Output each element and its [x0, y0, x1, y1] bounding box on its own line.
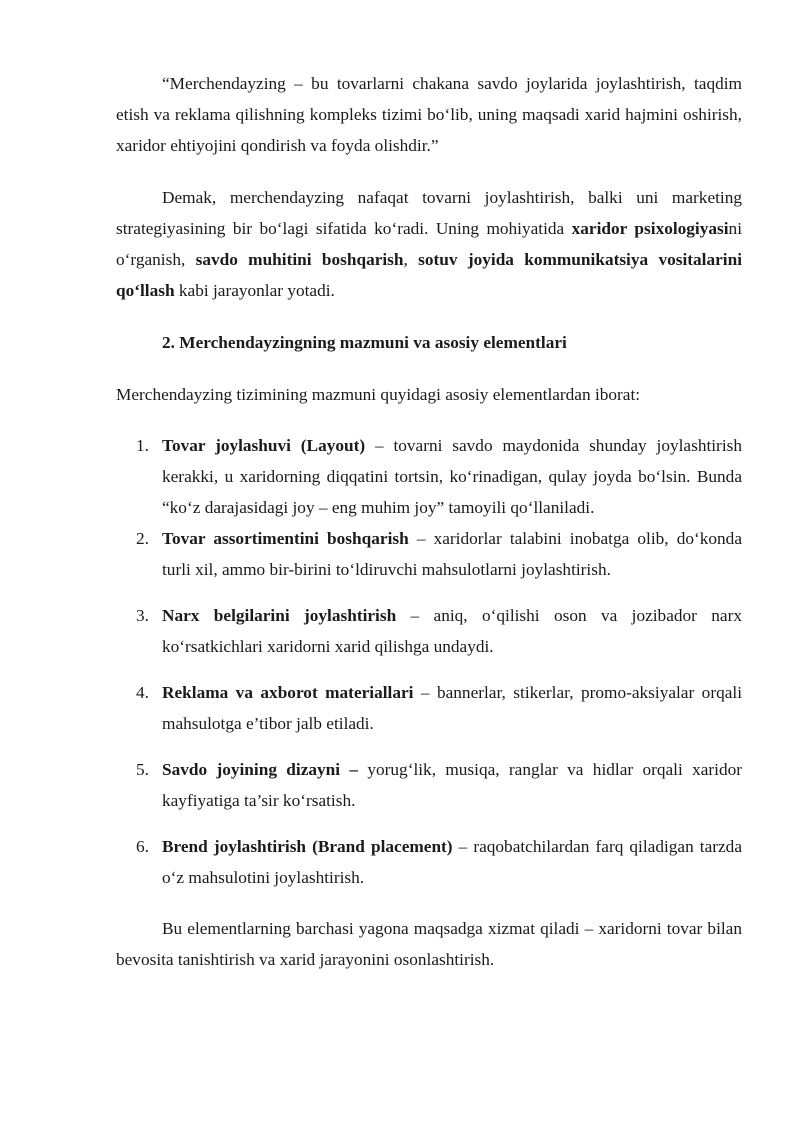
list-item [116, 831, 742, 893]
list-item-text: yorugʻlik, musiqa, ranglar va hidlar orqali xaridor kayfiyatiga ta’sir koʻrsatish. [162, 760, 742, 810]
list-item-title: Savdo joyining dizayni – [162, 760, 359, 779]
closing-paragraph: Bu elementlarning barchasi yagona maqsadga xizmat qiladi – xaridorni tovar bilan bevosita tanishtirish va xarid jarayonini osonlashtirish. [116, 919, 742, 969]
list-item-number: 1. [136, 436, 149, 455]
list-item-text: – raqobatchilardan farq qiladigan tarzda oʻz mahsulotini joylashtirish. [162, 837, 742, 887]
list-item [116, 523, 742, 585]
summary-bold-2: savdo muhitini boshqarish [195, 250, 404, 269]
summary-bold-3: sotuv joyida kommunikatsiya vositalarini qoʻllash [116, 250, 742, 300]
list-item-title: Reklama va axborot materiallari [162, 683, 414, 702]
list-item-number: 6. [136, 837, 149, 856]
list-item-text: – bannerlar, stikerlar, promo-aksiyalar orqali mahsulotga e’tibor jalb etiladi. [162, 683, 742, 733]
list-item-number: 3. [136, 606, 149, 625]
list-item [116, 754, 742, 816]
summary-text-1: Demak, merchendayzing nafaqat tovarni joylashtirish, balki uni marketing strategiyasining bir boʻlagi sifatida koʻradi. Uning mohiyatida [116, 188, 742, 238]
list-item-title: Brend joylashtirish (Brand placement) [162, 837, 453, 856]
summary-text-4: kabi jarayonlar yotadi. [174, 281, 335, 300]
list-item-number: 4. [136, 683, 149, 702]
intro-text: Merchendayzing tizimining mazmuni quyidagi asosiy elementlardan iborat: [116, 385, 641, 404]
list-item-number: 2. [136, 529, 149, 548]
summary-text-3: , [403, 250, 419, 269]
list-item-number: 5. [136, 760, 149, 779]
summary-bold-1: xaridor psixologiyasi [571, 219, 729, 238]
list-item-title: Narx belgilarini joylashtirish [162, 606, 397, 625]
document-page [116, 68, 742, 975]
elements-list [116, 430, 742, 893]
list-item-text: – tovarni savdo maydonida shunday joylashtirish kerakki, u xaridorning diqqatini tortsin, koʻrinadigan, qulay joyda boʻlsin. Bunda “koʻz darajasidagi joy – eng muhim joy” tamoyili qoʻllaniladi. [162, 436, 742, 517]
summary-paragraph [116, 182, 742, 306]
summary-text-2: ni oʻrganish, [116, 219, 742, 269]
list-item-title: Tovar joylashuvi (Layout) [162, 436, 366, 455]
list-item-text: – xaridorlar talabini inobatga olib, doʻkonda turli xil, ammo bir-birini toʻldiruvchi mahsulotlarni joylashtirish. [162, 529, 742, 579]
list-item [116, 677, 742, 739]
list-item-title: Tovar assortimentini boshqarish [162, 529, 409, 548]
definition-paragraph: “Merchendayzing – bu tovarlarni chakana savdo joylarida joylashtirish, taqdim etish va reklama qilishning kompleks tizimi boʻlib, uning maqsadi xarid hajmini oshirish, xaridor ehtiyojini qondirish va foyda olishdir.” [116, 74, 742, 155]
list-item-text: – aniq, oʻqilishi oson va jozibador narx koʻrsatkichlari xaridorni xarid qilishga undaydi. [162, 606, 742, 656]
section-heading: 2. Merchendayzingning mazmuni va asosiy elementlari [162, 333, 567, 352]
list-item [116, 600, 742, 662]
list-item [116, 430, 742, 523]
